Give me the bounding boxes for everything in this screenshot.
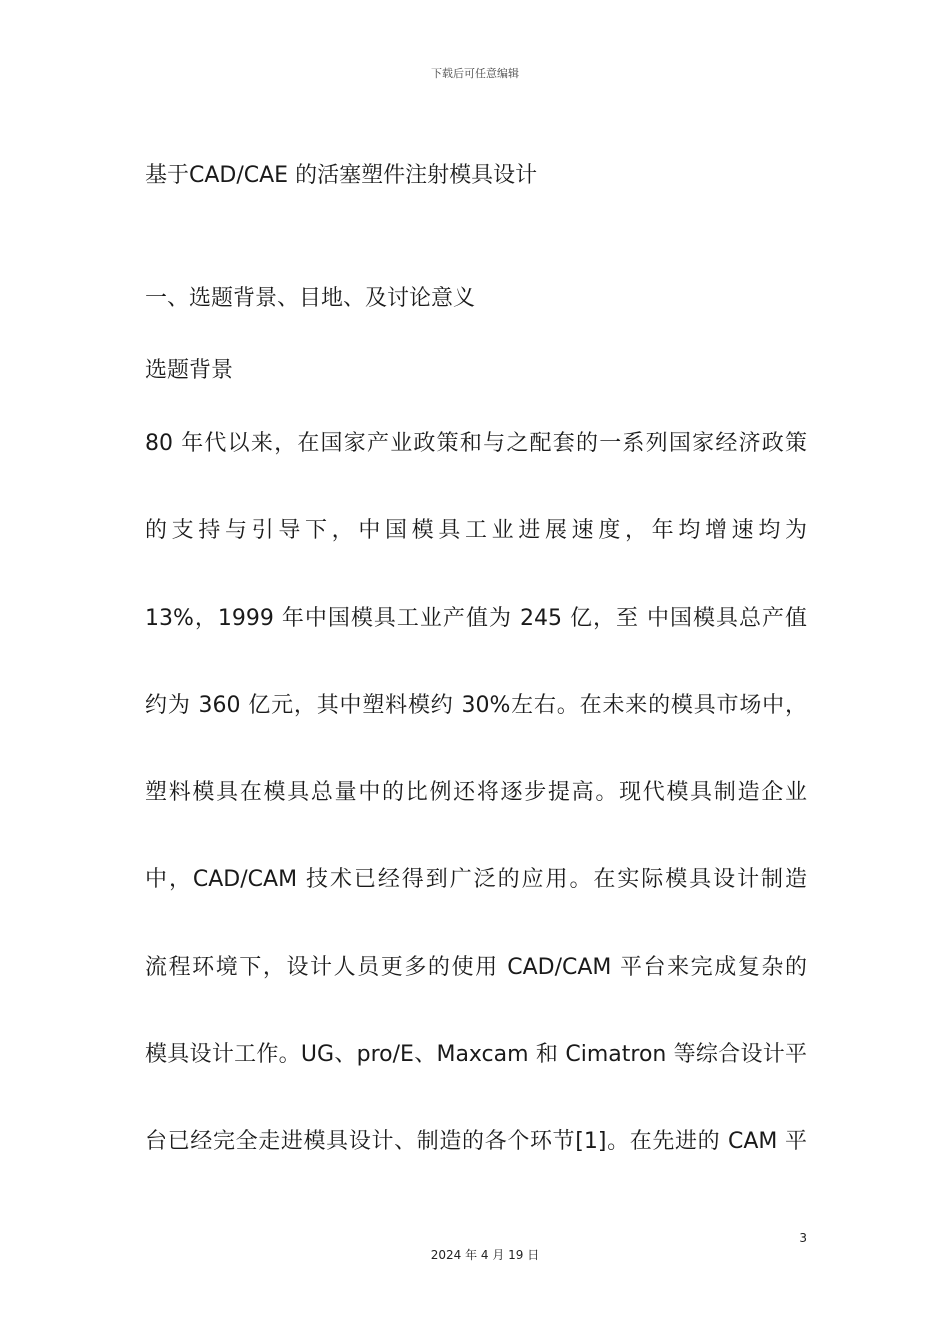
- body-paragraph: [145, 428, 807, 1214]
- body-line: 的支持与引导下，中国模具工业进展速度，年均增速均为: [145, 518, 807, 544]
- footer-date: 2024 年 4 月 19 日: [430, 1248, 540, 1262]
- subsection-heading: 选题背景: [145, 358, 234, 383]
- body-line: 13%，1999 年中国模具工业产值为 245 亿，至 中国模具总产值: [145, 605, 807, 631]
- body-line: 塑料模具在模具总量中的比例还将逐步提高。现代模具制造企业: [145, 780, 807, 806]
- body-line: 约为 360 亿元，其中塑料模约 30%左右。在未来的模具市场中，: [145, 692, 807, 718]
- body-line: 模具设计工作。UG、pro/E、Maxcam 和 Cimatron 等综合设计平: [145, 1042, 807, 1068]
- body-line: 台已经完全走进模具设计、制造的各个环节[1]。在先进的 CAM 平: [145, 1129, 807, 1155]
- body-line: 中，CAD/CAM 技术已经得到广泛的应用。在实际模具设计制造: [145, 867, 807, 893]
- page-number: 3: [799, 1231, 807, 1245]
- body-line: 80 年代以来，在国家产业政策和与之配套的一系列国家经济政策: [145, 431, 807, 456]
- document-title: 基于CAD/CAE 的活塞塑件注射模具设计: [145, 163, 538, 188]
- header-note: 下载后可任意编辑: [431, 67, 519, 80]
- section-heading: 一、选题背景、目地、及讨论意义: [145, 286, 476, 311]
- body-line: 流程环境下，设计人员更多的使用 CAD/CAM 平台来完成复杂的: [145, 954, 807, 980]
